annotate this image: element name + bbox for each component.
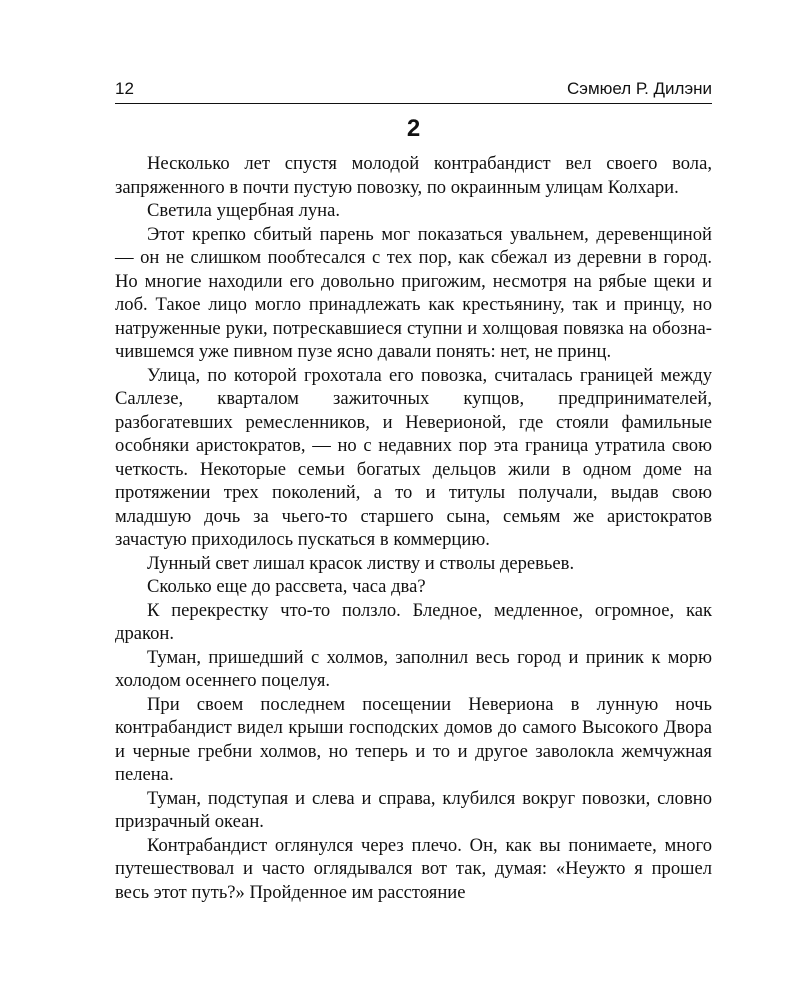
- paragraph: К перекрестку что-то ползло. Бледное, медленное, огромное, как дракон.: [115, 599, 712, 644]
- chapter-number: 2: [406, 115, 421, 142]
- running-head: [115, 78, 712, 104]
- chapter-text: [115, 152, 712, 904]
- paragraph: Улица, по которой грохотала его повозка, считалась границей между Саллезе, кварталом зажиточных купцов, предпринимателей, разбогатевших ремесленников, и Неверионой, где стояли фамильные особняки аристократов, — но с недавних пор эта граница утратила свою четкость. Некоторые семьи богатых дельцов жили в одном доме на протяжении трех поколений, а то и титулы получали, выдав свою младшую дочь за чьего-то старшего сына, семьям же аристократов зачастую приходилось пускаться в коммерцию.: [115, 364, 712, 550]
- author-name: Сэмюел Р. Дилэни: [567, 79, 712, 98]
- paragraph: Туман, пришедший с холмов, заполнил весь город и приник к морю холодом осеннего поцелуя.: [115, 646, 712, 691]
- page-number: 12: [115, 79, 134, 98]
- paragraph: При своем последнем посещении Невериона в лунную ночь контрабандист видел крыши господских домов до самого Высокого Двора и черные гребни холмов, но теперь и то и другое заволокла жемчужная пелена.: [115, 693, 712, 785]
- paragraph: Несколько лет спустя молодой контрабандист вел своего вола, запряженного в почти пустую повозку, по окраинным улицам Колхари.: [115, 153, 712, 198]
- paragraph: Лунный свет лишал красок листву и стволы деревьев.: [147, 552, 575, 574]
- paragraph: Сколько еще до рассвета, часа два?: [147, 576, 426, 597]
- paragraph: Светила ущербная луна.: [147, 200, 341, 221]
- paragraph: Контрабандист оглянулся через плечо. Он, как вы понимаете, много путешествовал и часто оглядывался вот так, думая: «Неужто я прошел весь этот путь?» Пройденное им расстояние: [115, 834, 712, 903]
- paragraph: Туман, подступая и слева и справа, клубился вокруг повозки, словно призрачный океан.: [115, 787, 712, 832]
- book-page: [115, 78, 712, 904]
- paragraph: Этот крепко сбитый парень мог показаться увальнем, деревенщиной — он не слишком пообтесался с тех пор, как сбежал из деревни в город. Но многие находили его довольно пригожим, несмотря на рябые щеки и лоб. Такое лицо могло принадлежать как крестьянину, так и принцу, но натруженные руки, потрескавшиеся ступни и холщовая повязка на обозначившемся уже пивном пузе ясно давали понять: нет, не принц.: [115, 223, 712, 362]
